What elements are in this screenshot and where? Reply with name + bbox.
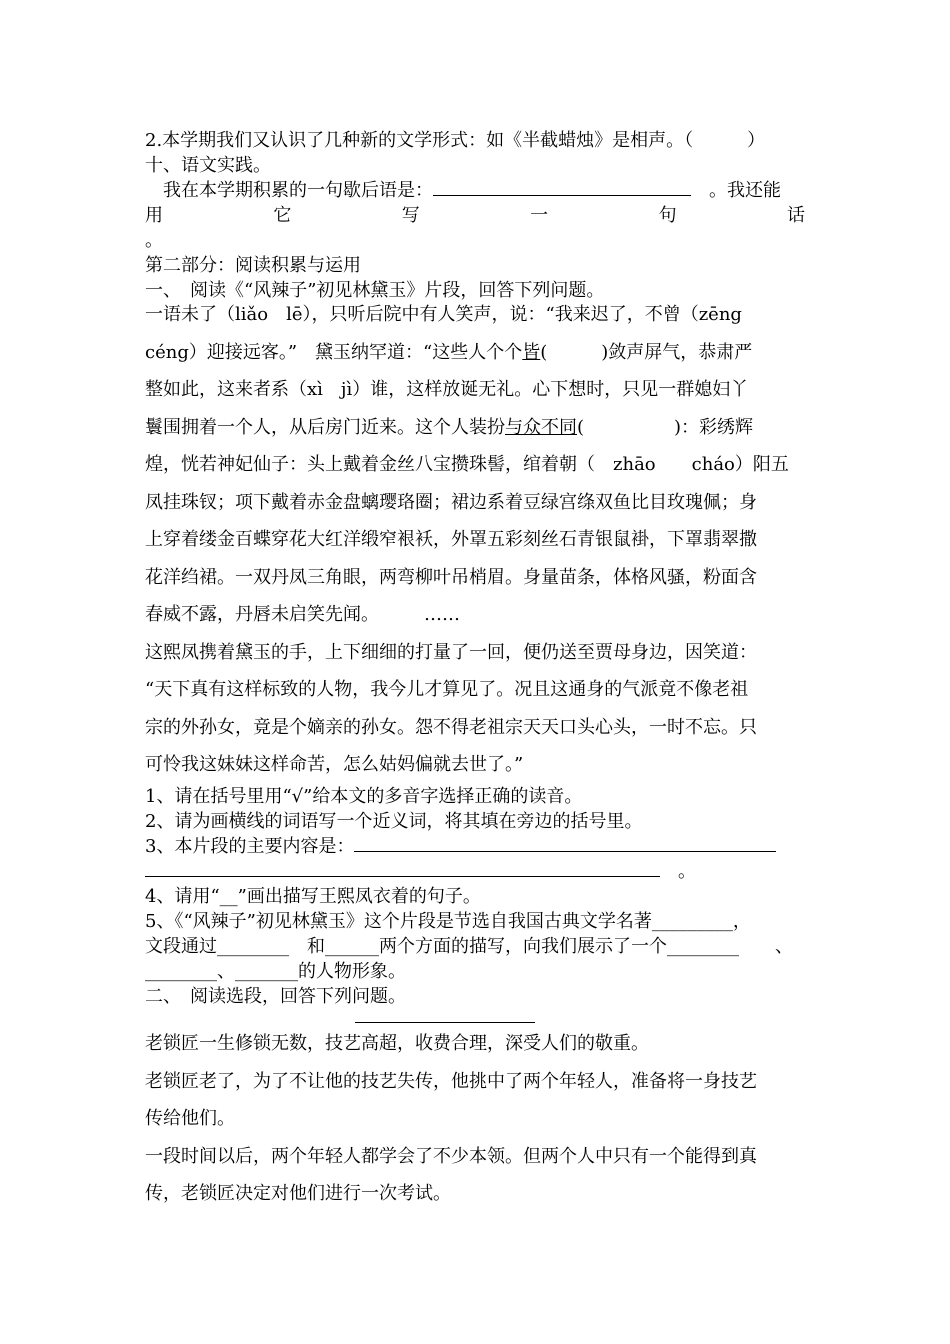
- q3-answer-blank-1[interactable]: [354, 851, 776, 852]
- synonym-bracket[interactable]: ( )敛声屏气，恭肃严: [540, 341, 753, 363]
- reading2-title: 二、 阅读选段，回答下列问题。: [145, 986, 406, 1007]
- passage-line: 花洋绉裙。一双丹凤三角眼，两弯柳叶吊梢眉。身量苗条，体格风骚，粉面含: [145, 566, 757, 588]
- reading1-questions: [145, 784, 805, 1009]
- practice-prompt-tail: 。我还能: [709, 180, 781, 201]
- question-5-line-2: [145, 934, 805, 959]
- question-2: 2、请为画横线的词语写一个近义词，将其填在旁边的括号里。: [145, 811, 643, 832]
- passage-line: 传，老锁匠决定对他们进行一次考试。: [145, 1183, 451, 1204]
- question-3: [145, 834, 805, 859]
- spread-char: 句: [658, 205, 677, 226]
- q5-text: 文段通过________ 和______两个方面的描写，向我们展示了一个________: [145, 936, 739, 957]
- judge-question-2: 2.本学期我们又认识了几种新的文学形式：如《半截蜡烛》是相声。（ ）: [145, 130, 766, 151]
- passage-line: 煌，恍若神妃仙子：头上戴着金丝八宝攒珠髻，绾着朝（ zhāo cháo）阳五: [145, 454, 789, 475]
- spread-char: 一: [530, 205, 549, 226]
- passage-line: [145, 409, 805, 447]
- underlined-word: 与众不同: [505, 416, 577, 438]
- practice-line-1: [145, 178, 805, 203]
- part2-title: 第二部分：阅读积累与运用: [145, 255, 361, 276]
- reading1-title: 一、 阅读《“风辣子”初见林黛玉》片段，回答下列问题。: [145, 280, 605, 301]
- practice-line-2: [145, 203, 805, 228]
- passage-line: 可怜我这妹妹这样命苦，怎么姑妈偏就去世了。”: [145, 754, 524, 775]
- underlined-word: 皆: [522, 341, 541, 363]
- reading2-title-blank[interactable]: [355, 1022, 535, 1023]
- q5-comma: 、: [775, 936, 793, 957]
- passage-line: 凤挂珠钗；项下戴着赤金盘螭璎珞圈；裙边系着豆绿宫绦双鱼比目玫瑰佩；身: [145, 491, 757, 513]
- passage-text: céng）迎接远客。” 黛玉纳罕道：“这些人个个: [145, 341, 523, 363]
- passage-line: 老锁匠老了，为了不让他的技艺失传，他挑中了两个年轻人，准备将一身技艺: [145, 1070, 757, 1092]
- q3-end: 。: [678, 861, 696, 882]
- question-5-line-1: 5、《“风辣子”初见林黛玉》这个片段是节选自我国古典文学名著_________，: [145, 911, 751, 932]
- passage-text: 鬟围拥着一个人，从后房门近来。这个人装扮: [145, 416, 505, 438]
- passage-line: 整如此，这来者系（xì jì）谁，这样放诞无礼。心下想时，只见一群媳妇丫: [145, 379, 749, 400]
- passage-line: 老锁匠一生修锁无数，技艺高超，收费合理，深受人们的敬重。: [145, 1033, 649, 1054]
- passage-line: 这熙凤携着黛玉的手，上下细细的打量了一回，便仍送至贾母身边，因笑道：: [145, 641, 757, 663]
- passage-line: 上穿着缕金百蝶穿花大红洋缎窄裉袄，外罩五彩刻丝石青银鼠褂，下罩翡翠撒: [145, 529, 757, 550]
- question-3-label: 3、本片段的主要内容是：: [145, 836, 355, 857]
- passage-line: 一段时间以后，两个年轻人都学会了不少本领。但两个人中只有一个能得到真: [145, 1145, 757, 1167]
- question-4: 4、请用“__”画出描写王熙凤衣着的句子。: [145, 886, 481, 907]
- q3-answer-blank-2[interactable]: [145, 876, 660, 877]
- passage-line: 传给他们。: [145, 1108, 235, 1129]
- spread-char: 用: [145, 205, 163, 226]
- idiom-answer-blank[interactable]: [433, 195, 691, 196]
- practice-line-3: 。: [145, 230, 163, 251]
- synonym-bracket[interactable]: ( )：彩绣辉: [577, 416, 754, 438]
- spread-char: 话: [786, 205, 805, 226]
- passage-line: 宗的外孙女，竟是个嫡亲的孙女。怨不得老祖宗天天口头心头，一时不忘。只: [145, 716, 757, 738]
- spread-char: 写: [401, 205, 420, 226]
- passage-line: 春威不露，丹唇未启笑先闻。 ……: [145, 604, 460, 625]
- question-3-cont: [145, 859, 805, 884]
- passage-line: 一语未了（liǎo lē），只听后院中有人笑声，说：“我来迟了，不曾（zēng: [145, 304, 742, 325]
- section-top: [145, 128, 805, 303]
- question-1: 1、请在括号里用“√”给本文的多音字选择正确的读音。: [145, 786, 583, 807]
- practice-heading: 十、语文实践。: [145, 155, 271, 176]
- reading1-passage: [145, 296, 805, 784]
- passage-line: [145, 334, 805, 372]
- passage-line: “天下真有这样标致的人物，我今儿才算见了。况且这通身的气派竟不像老祖: [145, 679, 749, 700]
- reading2-passage: [145, 1025, 805, 1213]
- spread-char: 它: [273, 205, 292, 226]
- practice-prompt: 我在本学期积累的一句歇后语是：: [163, 180, 433, 201]
- question-5-line-3: ________、_______的人物形象。: [145, 961, 406, 982]
